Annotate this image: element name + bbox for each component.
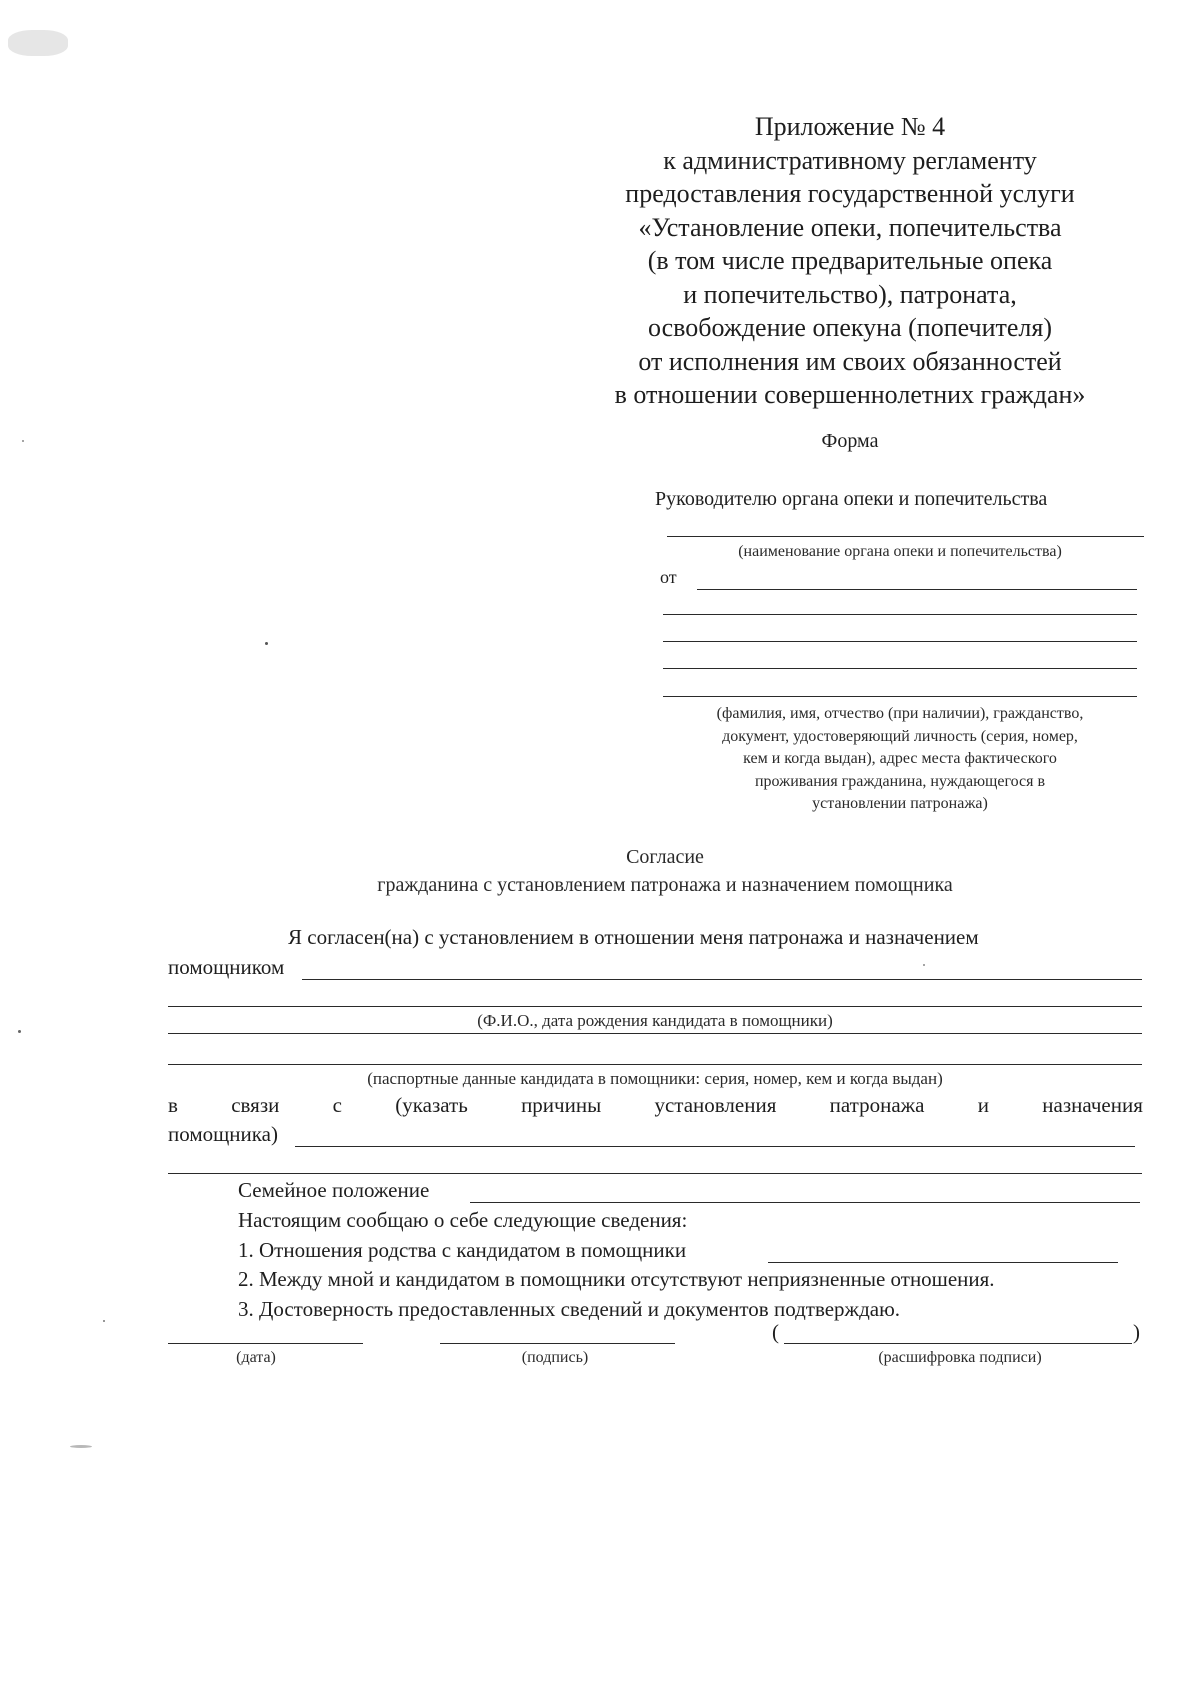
appendix-header: [560, 110, 1140, 412]
header-line: освобождение опекуна (попечителя): [647, 313, 1052, 342]
decode-open-paren: (: [772, 1320, 779, 1344]
reason-line: в связи с (указать причины установления патронажа и назначения: [168, 1093, 1143, 1117]
kinship-field[interactable]: [768, 1262, 1118, 1263]
scan-speck: [265, 642, 268, 645]
info-item-2: 2. Между мной и кандидатом в помощники отсутствуют неприязненные отношения.: [238, 1267, 995, 1291]
applicant-field-3[interactable]: [663, 641, 1137, 642]
header-line: в отношении совершеннолетних граждан»: [614, 380, 1086, 409]
header-line: «Установление опеки, попечительства: [638, 212, 1062, 242]
scan-speck: [8, 30, 68, 56]
decode-close-paren: ): [1133, 1320, 1140, 1344]
header-line: (в том числе предварительные опека: [647, 246, 1053, 275]
passport-caption: (паспортные данные кандидата в помощники: серия, номер, кем и когда выдан): [367, 1069, 943, 1088]
info-item-1: 1. Отношения родства с кандидатом в помощники: [238, 1238, 687, 1262]
assistant-name-field-3[interactable]: [168, 1033, 1142, 1034]
from-label: от: [660, 567, 677, 587]
header-line: от исполнения им своих обязанностей: [638, 346, 1062, 376]
header-line: предоставления государственной услуги: [625, 179, 1075, 208]
header-line: к административному регламенту: [663, 145, 1037, 175]
scan-speck: [22, 440, 24, 442]
reason-field-1[interactable]: [295, 1146, 1135, 1147]
consent-title: Согласие: [626, 846, 704, 868]
info-intro: Настоящим сообщаю о себе следующие сведения:: [238, 1208, 688, 1232]
scan-speck: [923, 964, 925, 966]
assistant-name-field-1[interactable]: [302, 979, 1142, 980]
reason-field-2[interactable]: [168, 1173, 1142, 1174]
applicant-caption: (фамилия, имя, отчество (при наличии), гражданство, документ, удостоверяющий личность (серия, номер, кем и когда выдан), адрес места фактического проживания гражданина, нуждающегося в установлении патронажа): [716, 705, 1084, 812]
applicant-field-5[interactable]: [663, 696, 1137, 697]
signature-caption: (подпись): [521, 1349, 589, 1366]
family-status-label: Семейное положение: [238, 1178, 430, 1202]
assistant-caption: (Ф.И.О., дата рождения кандидата в помощники): [477, 1011, 833, 1030]
assistant-name-field-2[interactable]: [168, 1006, 1142, 1007]
consent-subtitle: гражданина с установлением патронажа и назначением помощника: [377, 874, 953, 896]
family-status-field[interactable]: [470, 1202, 1140, 1203]
applicant-field-2[interactable]: [663, 614, 1137, 615]
assistant-label: помощником: [168, 955, 285, 979]
org-name-field[interactable]: [667, 536, 1144, 537]
date-caption: (дата): [236, 1349, 276, 1366]
applicant-field-4[interactable]: [663, 668, 1137, 669]
header-line: и попечительство), патроната,: [683, 279, 1017, 309]
applicant-field-1[interactable]: [697, 589, 1137, 590]
form-label: Форма: [821, 430, 879, 452]
date-field[interactable]: [168, 1343, 363, 1344]
header-line: Приложение № 4: [754, 112, 946, 141]
scan-speck: [103, 1320, 105, 1322]
info-item-3: 3. Достоверность предоставленных сведений и документов подтверждаю.: [238, 1297, 901, 1321]
consent-intro: Я согласен(на) с установлением в отношении меня патронажа и назначением: [288, 925, 979, 949]
scan-speck: [70, 1445, 92, 1448]
decode-caption: (расшифровка подписи): [878, 1349, 1042, 1366]
reason-continuation: помощника): [168, 1122, 278, 1146]
scan-speck: [18, 1030, 21, 1033]
passport-field[interactable]: [168, 1064, 1142, 1065]
addressee-to: Руководителю органа опеки и попечительства: [655, 488, 1048, 510]
signature-field[interactable]: [440, 1343, 675, 1344]
org-name-caption: (наименование органа опеки и попечительства): [738, 543, 1062, 560]
signature-decode-field[interactable]: [784, 1343, 1132, 1344]
